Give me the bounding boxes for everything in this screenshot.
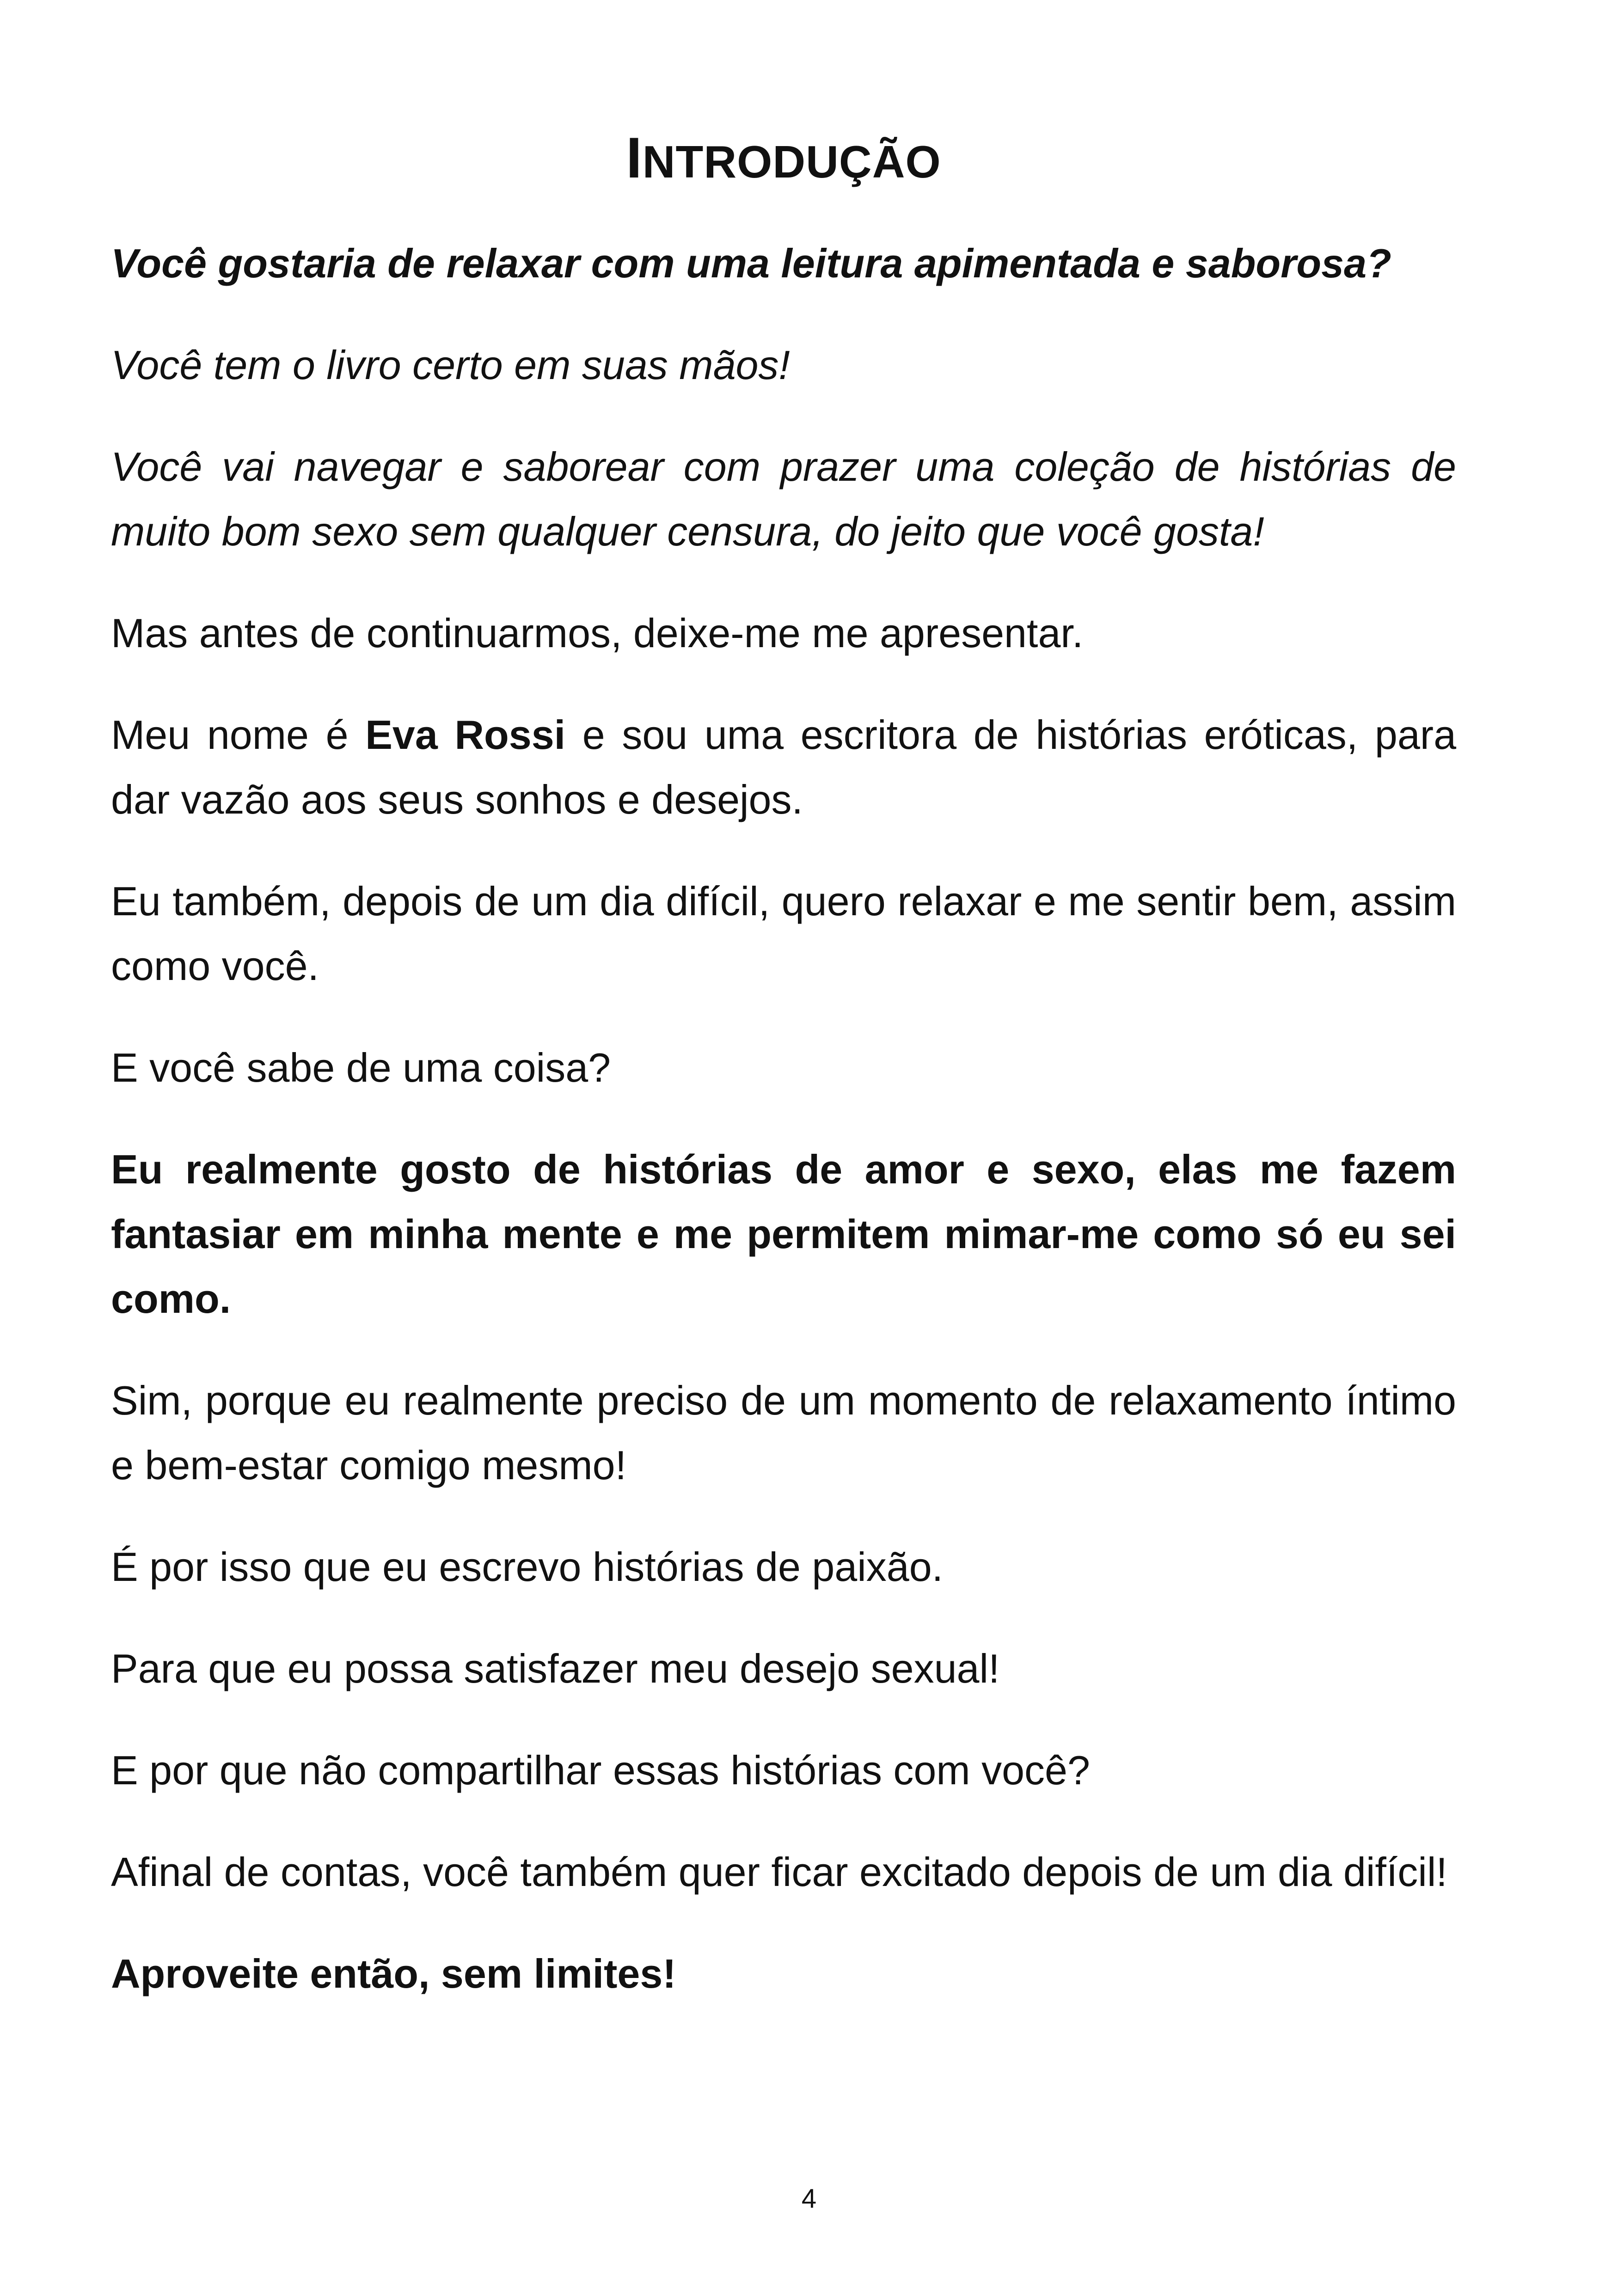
- paragraph-introduce: Mas antes de continuarmos, deixe-me me apresentar.: [111, 610, 1084, 656]
- document-page: [111, 0, 1456, 2043]
- page-title: [111, 0, 1456, 190]
- paragraph-excited: Afinal de contas, você também quer ficar excitado depois de um dia difícil!: [111, 1849, 1447, 1895]
- paragraph-intro-question: Você gostaria de relaxar com uma leitura apimentada e saborosa?: [111, 240, 1391, 286]
- paragraph-relaxation: Sim, porque eu realmente preciso de um momento de relaxamento íntimo e bem-estar comigo mesmo!: [111, 1378, 1456, 1488]
- paragraph-question: E você sabe de uma coisa?: [111, 1045, 611, 1090]
- title-rest: NTRODUÇÃO: [642, 136, 941, 187]
- paragraph-author: [111, 703, 1456, 832]
- paragraph-difficult-day: Eu também, depois de um dia difícil, quero relaxar e me sentir bem, assim como você.: [111, 878, 1456, 989]
- author-text-before: Meu nome é: [111, 712, 366, 758]
- paragraph-share: E por que não compartilhar essas histórias com você?: [111, 1747, 1090, 1793]
- paragraph-enjoy: Aproveite então, sem limites!: [111, 1951, 676, 1996]
- paragraph-why-write: É por isso que eu escrevo histórias de paixão.: [111, 1544, 944, 1590]
- author-name: Eva Rossi: [365, 712, 566, 758]
- paragraph-right-book: Você tem o livro certo em suas mãos!: [111, 342, 790, 388]
- paragraph-love-stories: Eu realmente gosto de histórias de amor e sexo, elas me fazem fantasiar em minha mente e me permitem mimar-me como só eu sei como.: [111, 1146, 1456, 1322]
- page-number: 4: [801, 2184, 817, 2214]
- paragraph-desire: Para que eu possa satisfazer meu desejo sexual!: [111, 1646, 1000, 1691]
- title-initial: I: [626, 126, 643, 190]
- paragraph-collection: Você vai navegar e saborear com prazer uma coleção de histórias de muito bom sexo sem qualquer censura, do jeito que você gosta!: [111, 444, 1456, 554]
- document-body: [111, 231, 1456, 2006]
- author-text-after: e sou uma escritora de histórias eróticas, para dar vazão aos seus sonhos e desejos.: [111, 712, 1457, 822]
